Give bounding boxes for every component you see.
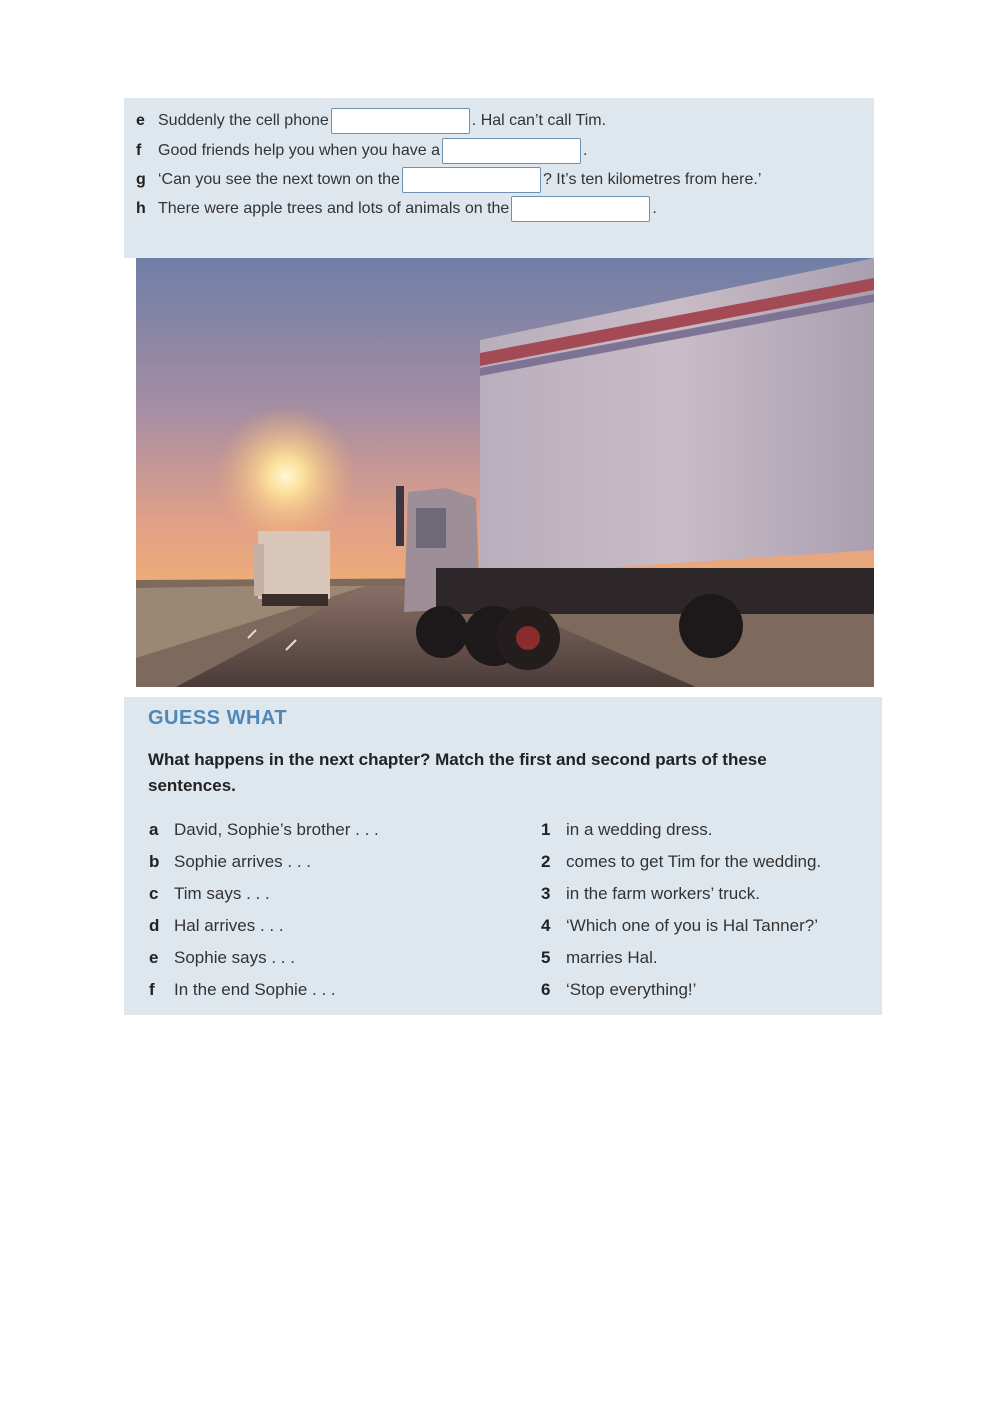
answer-input-f[interactable] [442,138,581,164]
item-text: comes to get Tim for the wedding. [566,852,822,871]
gap-fill-item-g [136,167,761,193]
sentence-end: ? It’s ten kilometres from here.’ [542,171,762,188]
second-part-2 [541,849,821,875]
item-text: in the farm workers’ truck. [566,884,760,903]
item-text: marries Hal. [566,948,658,967]
item-letter: a [149,820,159,839]
item-letter: g [136,171,146,188]
second-part-6 [541,977,696,1003]
item-number: 3 [541,884,551,903]
gap-fill-item-f [136,138,587,164]
item-text: ‘Stop everything!’ [566,980,697,999]
item-text: Sophie arrives . . . [174,852,312,871]
item-number: 4 [541,916,551,935]
item-letter: h [136,200,146,217]
answer-input-e[interactable] [331,108,470,134]
sentence-end: . [652,200,657,217]
item-text: David, Sophie’s brother . . . [174,820,379,839]
item-text: Tim says . . . [174,884,270,903]
item-letter: f [149,980,155,999]
item-text: Sophie says . . . [174,948,295,967]
section-heading: GUESS WHAT [148,707,288,729]
first-part-c [149,881,270,907]
gap-fill-item-e [136,108,606,134]
first-part-f [149,977,336,1003]
item-letter: d [149,916,160,935]
item-letter: b [149,852,160,871]
first-part-d [149,913,284,939]
first-part-b [149,849,311,875]
item-number: 1 [541,820,551,839]
sentence-start: Suddenly the cell phone [158,112,329,129]
sentence-start: There were apple trees and lots of animals on the [158,200,510,217]
sentence-start: Good friends help you when you have a [158,142,440,159]
item-letter: f [136,142,142,159]
item-text: ‘Which one of you is Hal Tanner?’ [566,916,818,935]
gap-fill-item-h [136,196,657,222]
sentence-start: ‘Can you see the next town on the [158,171,400,188]
item-letter: c [149,884,159,903]
item-number: 2 [541,852,551,871]
sentence-end: . [582,142,588,159]
item-letter: e [136,112,145,129]
answer-input-g[interactable] [402,167,541,193]
answer-input-h[interactable] [511,196,650,222]
first-part-a [149,817,379,843]
second-part-5 [541,945,658,971]
sentence-end: . Hal can’t call Tim. [471,112,607,129]
item-text: in a wedding dress. [566,820,713,839]
second-part-3 [541,881,760,907]
item-text: In the end Sophie . . . [174,980,336,999]
first-part-e [149,945,295,971]
second-part-4 [541,913,818,939]
truck-sunset-photo [136,258,874,687]
instructions-text: What happens in the next chapter? Match the first and second parts of these sentences. [148,750,767,795]
item-number: 5 [541,948,551,967]
item-number: 6 [541,980,551,999]
item-text: Hal arrives . . . [174,916,284,935]
second-part-1 [541,817,712,843]
item-letter: e [149,948,159,967]
